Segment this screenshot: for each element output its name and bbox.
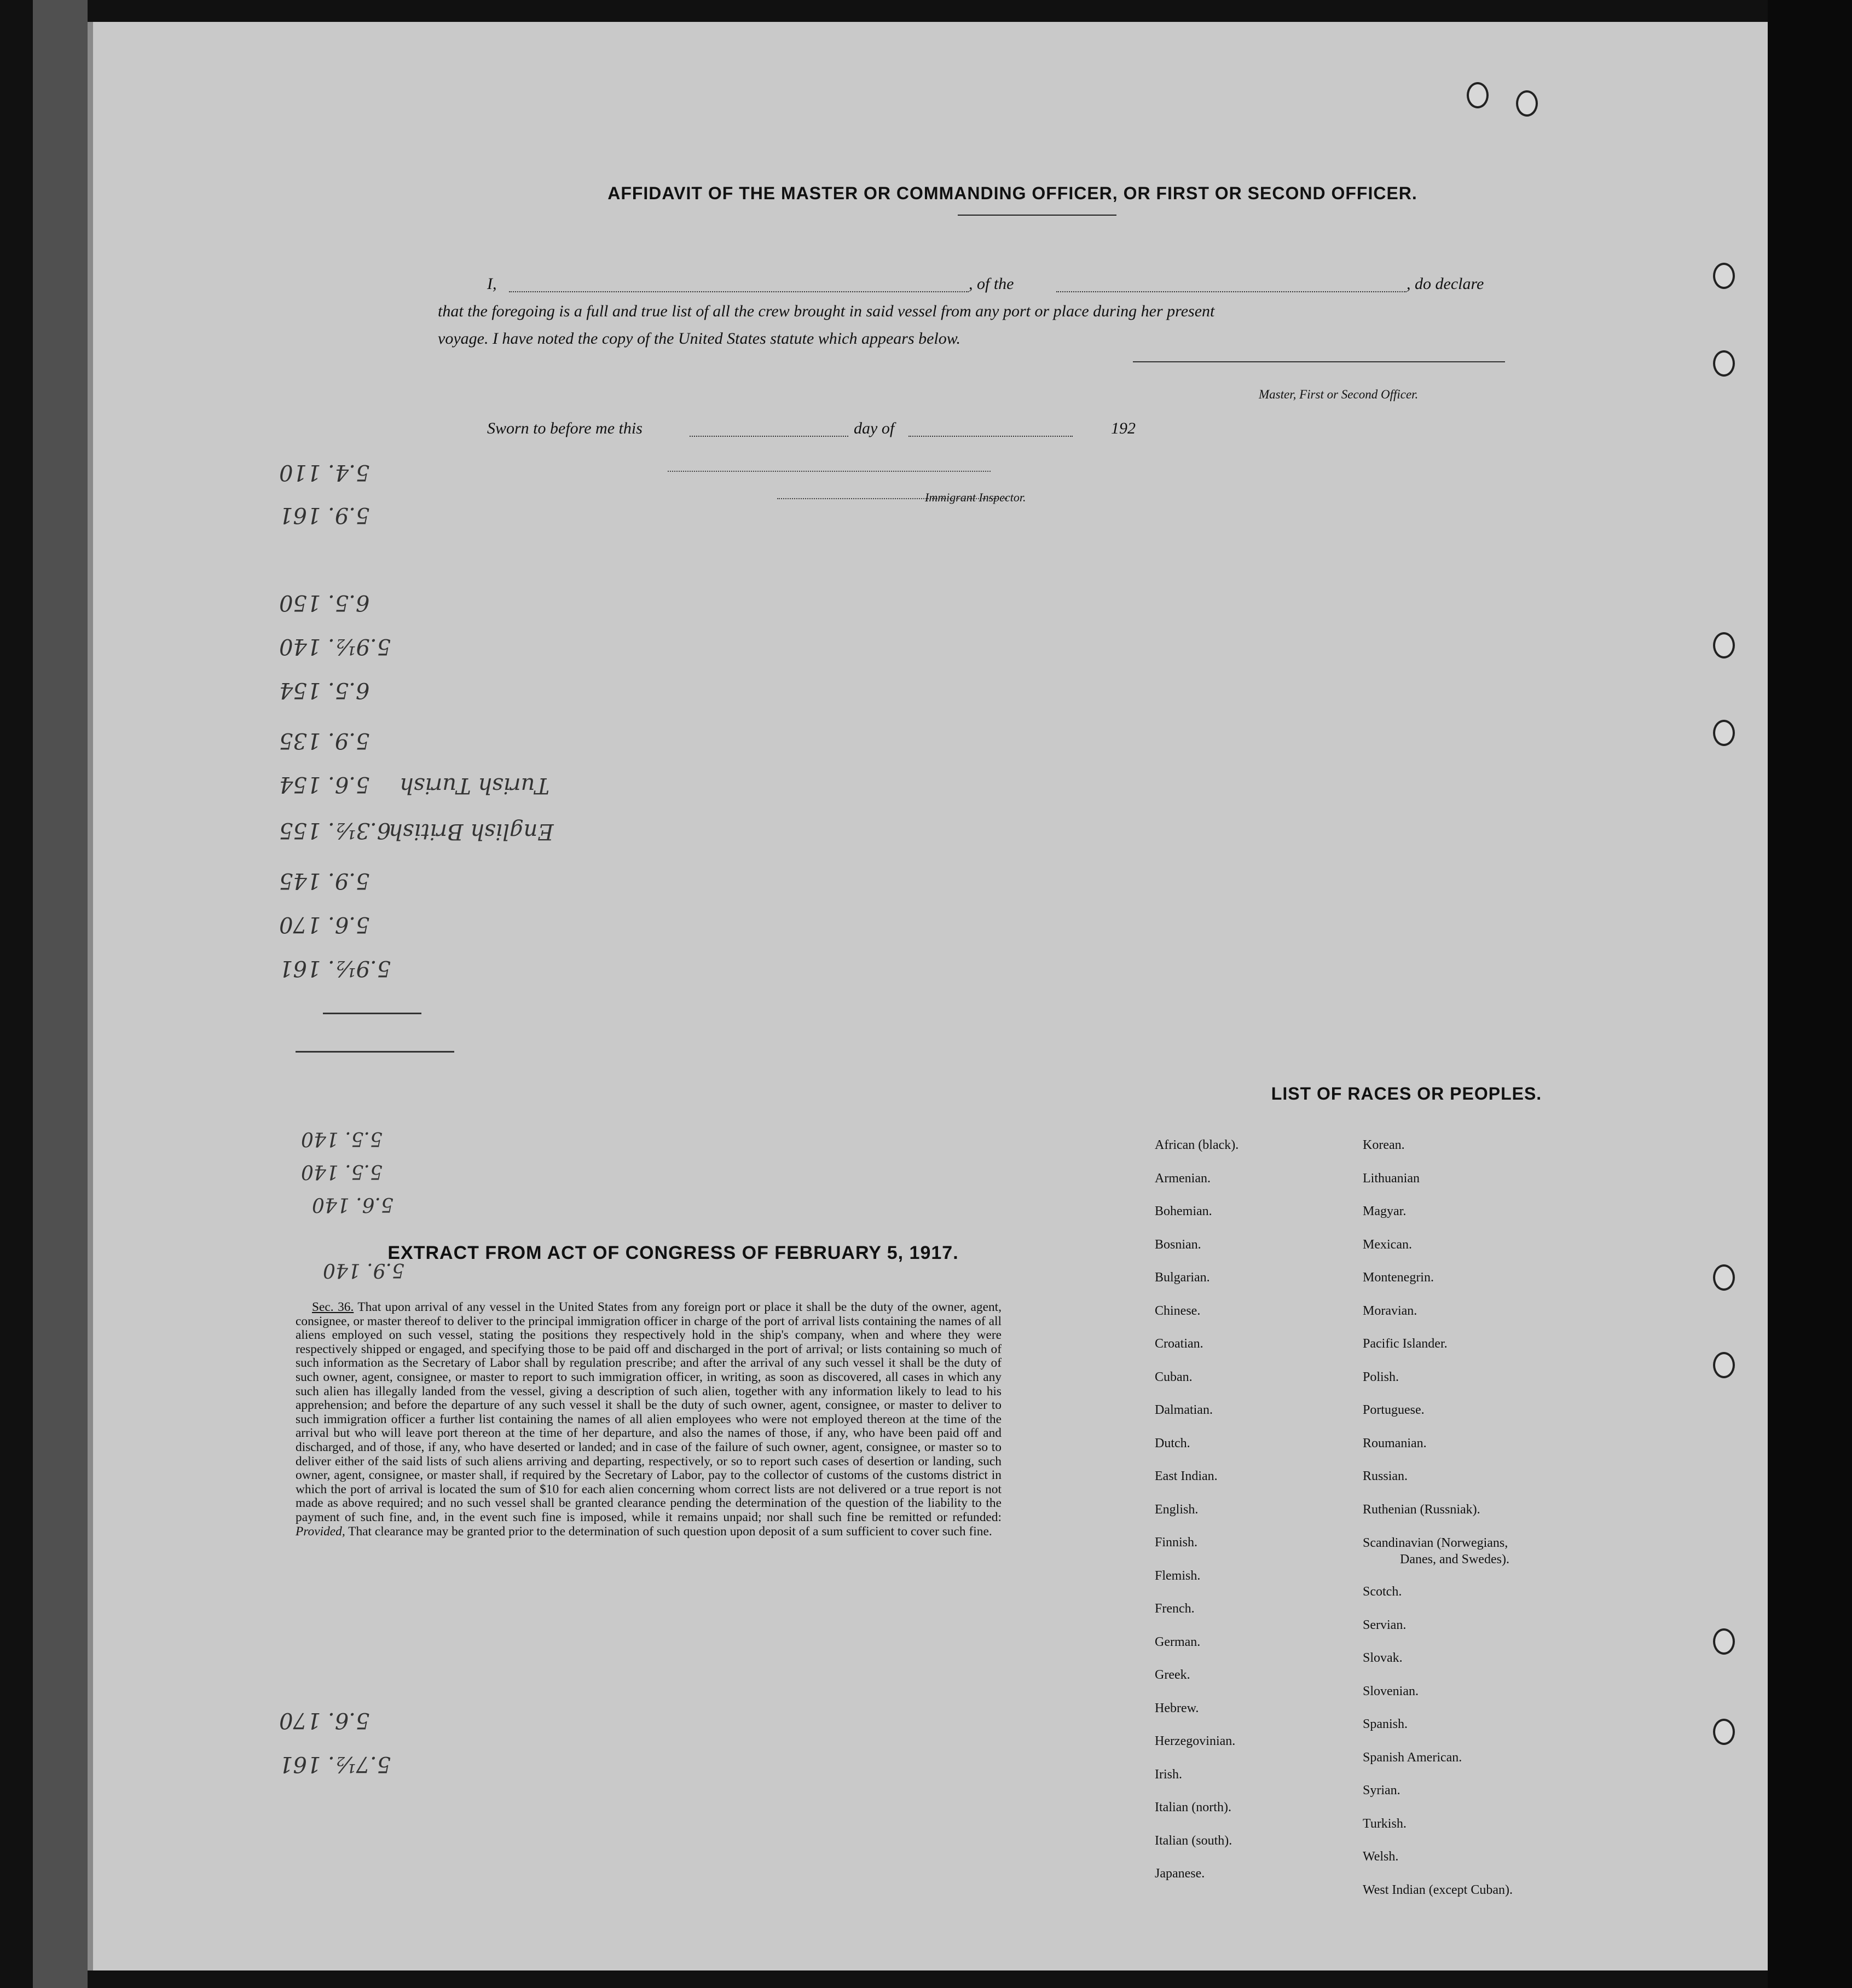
race-list-item: Russian. (1363, 1469, 1408, 1483)
race-list-item: Montenegrin. (1363, 1270, 1434, 1285)
race-list-item: Mexican. (1363, 1237, 1412, 1252)
race-list-item: Korean. (1363, 1138, 1405, 1152)
handwritten-code: 5.4. 110 (279, 460, 370, 485)
punch-hole-icon (1713, 350, 1735, 377)
day-blank-field[interactable] (690, 436, 848, 437)
race-list-item: Bohemian. (1155, 1204, 1212, 1218)
handwritten-nationality-note: Turish Turish (400, 773, 550, 798)
vessel-blank-field[interactable] (1056, 291, 1407, 292)
punch-hole-icon (1713, 632, 1735, 658)
year-label: 192 (1111, 419, 1136, 437)
handwritten-code: 6.5. 150 (279, 590, 370, 615)
race-list-item: French. (1155, 1602, 1195, 1616)
race-list-item: Croatian. (1155, 1337, 1203, 1351)
manifest-page (88, 22, 1768, 1970)
proviso-label: Provided, (296, 1524, 345, 1539)
handwritten-code: 5.9½. 140 (279, 634, 391, 659)
race-list-item: Servian. (1363, 1617, 1407, 1632)
punch-hole-icon (1713, 1628, 1735, 1655)
handwritten-dash (296, 1051, 454, 1053)
handwritten-code: 5.9½. 161 (279, 956, 391, 981)
handwritten-code: 5.9. 161 (279, 502, 370, 528)
race-list-item: Turkish. (1363, 1816, 1407, 1831)
race-list-item: Slovak. (1363, 1651, 1403, 1665)
race-list-item: Flemish. (1155, 1568, 1201, 1583)
punch-hole-icon (1467, 82, 1489, 108)
handwritten-nationality-note: English British (389, 819, 554, 844)
race-list-item: Portuguese. (1363, 1403, 1425, 1417)
month-blank-field[interactable] (908, 436, 1073, 437)
section-label: Sec. 36. (312, 1300, 354, 1314)
race-list-item: East Indian. (1155, 1469, 1218, 1483)
sworn-line (487, 419, 1144, 441)
scan-right-border (1768, 0, 1852, 1988)
extract-body (296, 1301, 1002, 1539)
race-list-item: Greek. (1155, 1668, 1190, 1682)
affidavit-line2: that the foregoing is a full and true list of all the crew brought in said vessel from any port or place during her present (438, 302, 1215, 320)
handwritten-code: 5.7½. 161 (279, 1752, 391, 1777)
race-list-item: Dutch. (1155, 1436, 1190, 1450)
i-label: I, (487, 275, 497, 293)
handwritten-code: 5.9. 140 (323, 1259, 404, 1281)
race-list-item: Scandinavian (Norwegians, (1363, 1536, 1508, 1550)
race-list-item: Bosnian. (1155, 1237, 1201, 1252)
punch-hole-icon (1713, 720, 1735, 746)
race-list-item: Lithuanian (1363, 1171, 1420, 1186)
handwritten-code: 5.6. 170 (279, 1708, 370, 1733)
race-list-item: Irish. (1155, 1767, 1182, 1782)
race-list-item: African (black). (1155, 1138, 1239, 1152)
punch-hole-icon (1713, 1352, 1735, 1378)
race-list-item: Syrian. (1363, 1783, 1400, 1798)
handwritten-dash (323, 1013, 421, 1014)
handwritten-code: 5.9. 145 (279, 868, 370, 893)
punch-hole-icon (1713, 1264, 1735, 1291)
race-list-item: Ruthenian (Russniak). (1363, 1502, 1480, 1517)
handwritten-code: 5.6. 140 (312, 1193, 393, 1216)
name-blank-field[interactable] (509, 291, 969, 292)
punch-hole-icon (1713, 263, 1735, 289)
race-list-item: Spanish American. (1363, 1750, 1462, 1765)
signature-line[interactable] (1133, 361, 1505, 362)
inspector-line-upper (668, 471, 991, 472)
race-list-item: Spanish. (1363, 1717, 1408, 1731)
signature-caption: Master, First or Second Officer. (1259, 388, 1419, 401)
affidavit-heading: AFFIDAVIT OF THE MASTER OR COMMANDING OFFICER, OR FIRST OR SECOND OFFICER. (607, 183, 1417, 203)
handwritten-code: 6.5. 154 (279, 678, 370, 703)
race-list-item: Italian (north). (1155, 1800, 1231, 1814)
races-heading: LIST OF RACES OR PEOPLES. (1271, 1084, 1542, 1103)
race-list-item: Armenian. (1155, 1171, 1211, 1186)
race-list-item: German. (1155, 1634, 1201, 1649)
handwritten-code: 5.5. 140 (301, 1160, 383, 1183)
race-list-item: Herzegovinian. (1155, 1734, 1236, 1748)
punch-hole-icon (1713, 1719, 1735, 1745)
handwritten-code: 6.3½. 155 (279, 818, 391, 843)
do-declare-label: , do declare (1407, 275, 1484, 293)
race-list-item: Hebrew. (1155, 1701, 1199, 1715)
race-list-item: Polish. (1363, 1369, 1399, 1384)
race-list-item: Italian (south). (1155, 1833, 1232, 1848)
race-list-item: Scotch. (1363, 1585, 1402, 1599)
race-list-item: Moravian. (1363, 1303, 1417, 1318)
race-list-item: Dalmatian. (1155, 1403, 1213, 1417)
races-left-column (1155, 1129, 1238, 1891)
day-of-label: day of (854, 419, 895, 437)
heading-divider (958, 215, 1116, 216)
of-the-label: , of the (969, 275, 1014, 293)
inspector-caption: Immigrant Inspector. (925, 490, 1026, 504)
race-list-item: Japanese. (1155, 1866, 1205, 1881)
affidavit-line3: voyage. I have noted the copy of the United States statute which appears below. (438, 330, 961, 348)
race-list-item: Roumanian. (1363, 1436, 1427, 1450)
race-list-item: Bulgarian. (1155, 1270, 1210, 1285)
race-list-item: Magyar. (1363, 1204, 1407, 1218)
race-list-item: Cuban. (1155, 1369, 1193, 1384)
proviso-text: That clearance may be granted prior to the determination of such question upon deposit of a sum sufficient to cover such fine. (348, 1524, 992, 1539)
race-list-item: Finnish. (1155, 1535, 1198, 1550)
punch-hole-icon (1516, 90, 1538, 117)
races-right-column (1363, 1129, 1513, 1906)
race-list-item: Slovenian. (1363, 1684, 1419, 1698)
handwritten-code: 5.6. 170 (279, 912, 370, 937)
scan-left-strip (33, 0, 88, 1988)
handwritten-code: 5.6. 154 (279, 772, 370, 797)
sworn-label: Sworn to before me this (487, 419, 643, 437)
race-list-item: Pacific Islander. (1363, 1337, 1448, 1351)
race-list-item: Danes, and Swedes). (1400, 1552, 1509, 1567)
race-list-item: Chinese. (1155, 1303, 1201, 1318)
race-list-item: English. (1155, 1502, 1199, 1517)
extract-heading: EXTRACT FROM ACT OF CONGRESS OF FEBRUARY 5, 1917. (387, 1242, 959, 1263)
handwritten-code: 5.9. 135 (279, 728, 370, 753)
handwritten-code: 5.5. 140 (301, 1128, 383, 1150)
section-body-text: That upon arrival of any vessel in the United States from any foreign port or place it shall be the duty of the owner, agent, consignee, or master thereof to deliver to the principal immigration officer in charge of the port of arrival lists containing the names of all aliens employed on such vessel, stating the positions they respectively hold in the ship's company, when and where they were respectively shipped or engaged, and specifying those to be paid off and discharged in the port of arrival; or lists containing so much of such information as the Secretary of Labor shall by regulation prescribe; and after the arrival of any such vessel it shall be the duty of such owner, agent, consignee, or master to report to such immigration officer, in writing, as soon as discovered, all cases in which any such alien has illegally landed from the vessel, giving a description of such alien, together with any information likely to lead to his apprehension; and before the departure of any such vessel it shall be the duty of such owner, agent, consignee, or master to deliver to such immigration officer a further list containing the names of all alien employees who were not employed thereon at the time of the arrival but who will leave port thereon at the time of her departure, and also the names of those, if any, who have been paid off and discharged, and of those, if any, who have deserted or landed; and in case of the failure of such owner, agent, consignee, or master so to deliver either of the said lists of such aliens arriving and departing, respectively, or so to report such cases of desertion or landing, such owner, agent, consignee, or master shall, if required by the Secretary of Labor, pay to the collector of customs of the customs district in which the port of arrival is located the sum of $10 for each alien concerning whom correct lists are not delivered or a true report is not made as above required; and no such vessel shall be granted clearance pending the determination of the question of the liability to the payment of such fine, and, in the event such fine is imposed, while it remains unpaid; nor shall such fine be remitted or refunded: (296, 1300, 1002, 1524)
race-list-item: West Indian (except Cuban). (1363, 1882, 1513, 1897)
race-list-item: Welsh. (1363, 1850, 1399, 1864)
